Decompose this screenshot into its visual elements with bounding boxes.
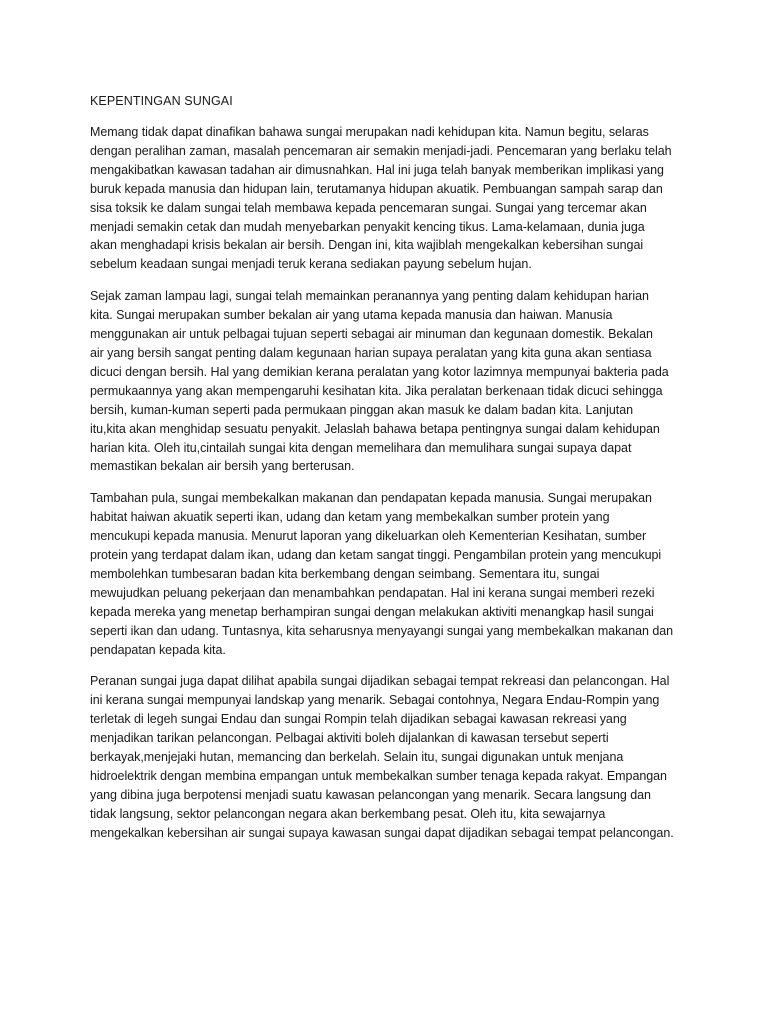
paragraph-3 — [90, 489, 680, 659]
paragraph-list — [90, 123, 680, 843]
paragraph-line: permukaannya yang akan mempengaruhi kesihatan kita. Jika peralatan berkenaan tidak dicuci sehingga — [90, 383, 663, 398]
paragraph-line: tidak langsung, sektor pelancongan negara akan berkembang pesat. Oleh itu, kita sewajarnya — [90, 806, 606, 821]
paragraph-line: menggunakan air untuk pelbagai tujuan seperti sebagai air minuman dan kegunaan domestik. Bekalan — [90, 327, 653, 342]
paragraph-line: buruk kepada manusia dan hidupan lain, terutamanya hidupan akuatik. Pembuangan sampah sarap dan — [90, 181, 663, 196]
paragraph-line: memastikan bekalan air bersih yang berterusan. — [90, 459, 355, 474]
paragraph-line: Peranan sungai juga dapat dilihat apabila sungai dijadikan sebagai tempat rekreasi dan pelancongan. Hal — [90, 674, 670, 689]
paragraph-line: berkayak,menjejaki hutan, memancing dan berkelah. Selain itu, sungai digunakan untuk menjana — [90, 750, 624, 765]
paragraph-4 — [90, 672, 680, 842]
paragraph-line: terletak di legeh sungai Endau dan sungai Rompin telah dijadikan sebagai kawasan rekreasi yang — [90, 712, 627, 727]
paragraph-line: itu,kita akan menghidap sesuatu penyakit. Jelaslah bahawa betapa pentingnya sungai dalam kehidupan — [90, 421, 660, 436]
paragraph-line: yang dibina juga berpotensi menjadi suatu kawasan pelancongan yang menarik. Secara langsung dan — [90, 787, 651, 802]
paragraph-line: dicuci dengan bersih. Hal yang demikian kerana peralatan yang kotor lazimnya mempunyai bakteria pada — [90, 364, 669, 379]
paragraph-line: pendapatan kepada kita. — [90, 642, 226, 657]
paragraph-line: mencukupi kepada manusia. Menurut laporan yang dikeluarkan oleh Kementerian Kesihatan, sumber — [90, 529, 647, 544]
document-body — [90, 92, 680, 856]
document-title: KEPENTINGAN SUNGAI — [90, 94, 233, 108]
paragraph-line: mengekalkan kebersihan air sungai supaya kawasan sungai dapat dijadikan sebagai tempat pelancongan. — [90, 825, 674, 840]
paragraph-line: membolehkan tumbesaran badan kita berkembang dengan seimbang. Sementara itu, sungai — [90, 566, 600, 581]
paragraph-line: air yang bersih sangat penting dalam kegunaan harian supaya peralatan yang kita guna akan sentiasa — [90, 345, 652, 360]
paragraph-line: mengakibatkan kawasan tadahan air dimusnahkan. Hal ini juga telah banyak memberikan implikasi yang — [90, 162, 664, 177]
paragraph-line: kepada mereka yang menetap berhampiran sungai dengan melakukan aktiviti menangkap hasil sungai — [90, 604, 654, 619]
paragraph-line: menjadikan tarikan pelancongan. Pelbagai aktiviti boleh dijalankan di kawasan tersebut seperti — [90, 731, 609, 746]
paragraph-line: dengan peralihan zaman, masalah pencemaran air semakin menjadi-jadi. Pencemaran yang berlaku telah — [90, 143, 672, 158]
paragraph-line: sebelum keadaan sungai menjadi teruk kerana sediakan payung sebelum hujan. — [90, 257, 532, 272]
paragraph-line: harian kita. Oleh itu,cintailah sungai kita dengan memelihara dan memulihara sungai supaya dapat — [90, 440, 632, 455]
paragraph-line: Tambahan pula, sungai membekalkan makanan dan pendapatan kepada manusia. Sungai merupakan — [90, 491, 652, 506]
paragraph-line: hidroelektrik dengan membina empangan untuk membekalkan sumber tenaga kepada rakyat. Empangan — [90, 769, 667, 783]
paragraph-line: habitat haiwan akuatik seperti ikan, udang dan ketam yang membekalkan sumber protein yang — [90, 510, 610, 525]
paragraph-line: Sejak zaman lampau lagi, sungai telah memainkan peranannya yang penting dalam kehidupan harian — [90, 289, 649, 304]
paragraph-1 — [90, 123, 680, 274]
paragraph-2 — [90, 287, 680, 476]
paragraph-line: akan menghadapi krisis bekalan air bersih. Dengan ini, kita wajiblah mengekalkan kebersihan sungai — [90, 238, 644, 253]
paragraph-line: kita. Sungai merupakan sumber bekalan air yang utama kepada manusia dan haiwan. Manusia — [90, 308, 613, 323]
paragraph-line: protein yang terdapat dalam ikan, udang dan ketam sangat tinggi. Pengambilan protein yang mencukupi — [90, 548, 662, 563]
paragraph-line: mewujudkan peluang pekerjaan dan menambahkan pendapatan. Hal ini kerana sungai memberi rezeki — [90, 585, 655, 600]
paragraph-line: menjadi semakin cetak dan mudah menyebarkan penyakit kencing tikus. Lama-kelamaan, dunia juga — [90, 219, 645, 234]
paragraph-line: Memang tidak dapat dinafikan bahawa sungai merupakan nadi kehidupan kita. Namun begitu, selaras — [90, 125, 649, 139]
paragraph-line: sisa toksik ke dalam sungai telah membawa kepada pencemaran sungai. Sungai yang tercemar akan — [90, 200, 647, 215]
paragraph-line: ini kerana sungai mempunyai landskap yang menarik. Sebagai contohnya, Negara Endau-Rompin yang — [90, 693, 660, 708]
paragraph-line: seperti ikan dan udang. Tuntasnya, kita seharusnya menyayangi sungai yang membekalkan makanan dan — [90, 623, 674, 638]
paragraph-line: bersih, kuman-kuman seperti pada permukaan pinggan akan masuk ke dalam badan kita. Lanjutan — [90, 402, 634, 417]
